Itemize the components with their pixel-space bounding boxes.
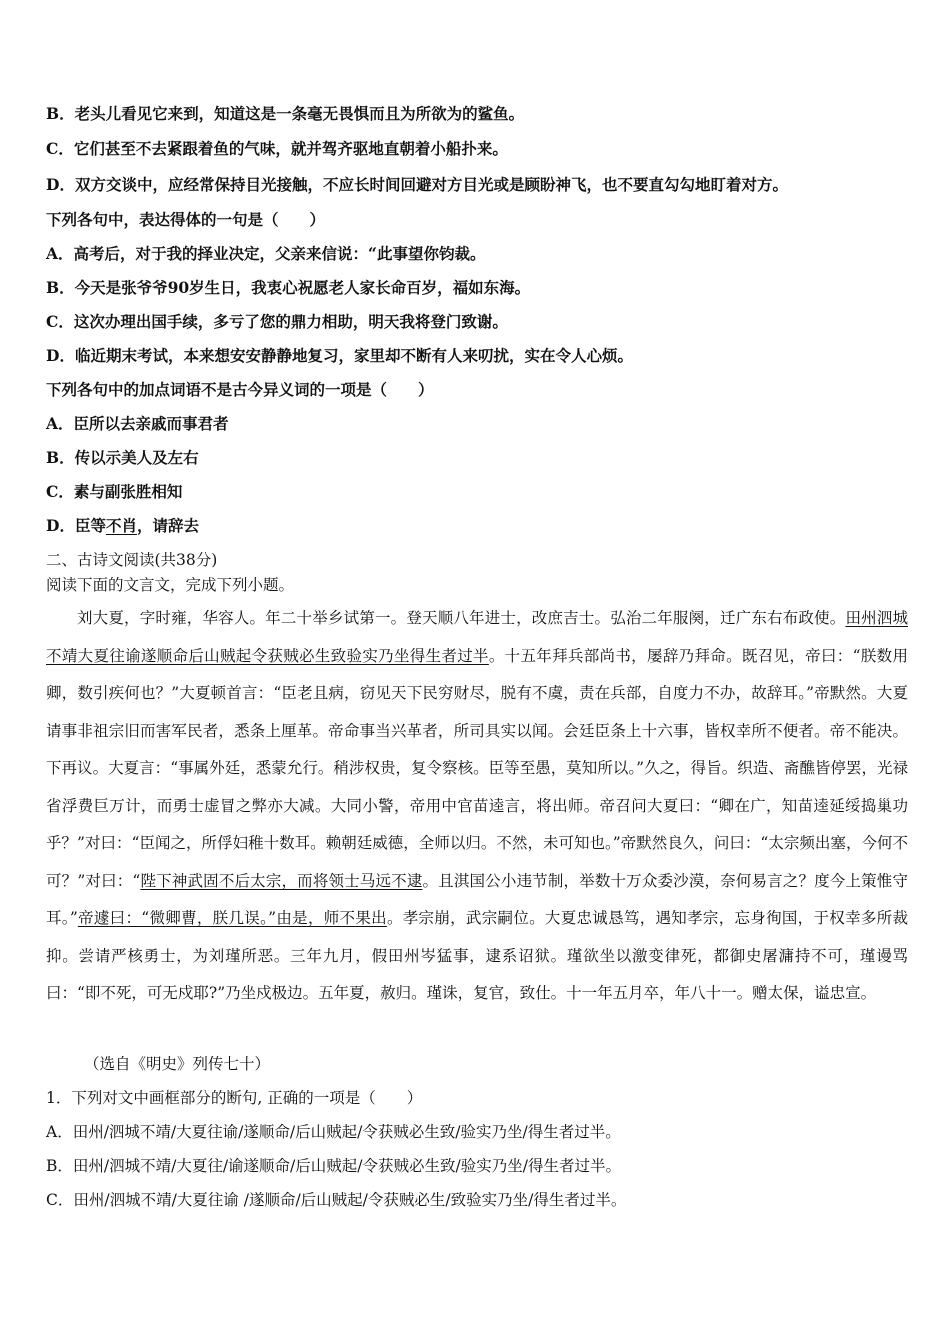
question-1-stem: 1．下列对文中画框部分的断句, 正确的一项是（ ） [46, 1089, 423, 1107]
decent-question-option-b: B．今天是张爷爷90岁生日，我衷心祝愿老人家长命百岁，福如东海。 [46, 278, 531, 297]
prev-question-option-d: D．双方交谈中，应经常保持目光接触，不应长时间回避对方目光或是顾盼神飞，也不要直勾勾地盯着对方。 [46, 175, 788, 194]
decent-question-stem: 下列各句中，表达得体的一句是（ ） [46, 210, 326, 229]
question-1-option-c: C．田州/泗城不靖/大夏往谕 /遂顺命/后山贼起/令获贼必生/致验实乃坐/得生者过半。 [46, 1191, 627, 1209]
passage-boxed-segment: 田州泗城不靖大夏往谕遂顺命后山贼起令获贼必生致验实乃坐得生者过半 [46, 609, 908, 665]
ancient-word-option-d [46, 514, 199, 536]
question-1-option-b: B．田州/泗城不靖/大夏往/谕遂顺命/后山贼起/令获贼必生致/验实乃坐/得生者过半。 [46, 1157, 621, 1175]
section-instruction: 阅读下面的文言文，完成下列小题。 [46, 576, 295, 594]
option-d-prefix: D．臣等 [46, 516, 106, 535]
passage-text-2: 。十五年拜兵部尚书，屡辞乃拜命。既召见，帝曰：“朕数用卿，数引疾何也？”大夏顿首言：“臣老且病，窃见天下民穷财尽，脱有不虞，责在兵部，自度力不办，故辞耳。”帝默然。大夏请事非祖宗旧而害军民者，悉条上厘革。帝命事当兴革者，所司具实以闻。会廷臣条上十六事，皆权幸所不便者。帝不能决。下再议。大夏言：“事属外廷，悉蒙允行。稍涉权贵，复令察核。臣等至愚，莫知所以。”久之，得旨。织造、斋醮皆停罢，光禄省浮费巨万计，而勇士虚冒之弊亦大减。大同小警，帝用中官苗逵言，将出师。帝召问大夏曰：“卿在广，知苗逵延绥捣巢功乎？”对曰：“臣闻之，所俘妇稚十数耳。赖朝廷威德，全师以归。不然，未可知也。”帝默然良久，问曰：“太宗频出塞，今何不可？”对曰：“ [46, 646, 908, 890]
ancient-word-option-b: B．传以示美人及左右 [46, 448, 199, 467]
option-d-underlined-word: 不肖 [105, 516, 137, 535]
question-1-option-a: A．田州/泗城不靖/大夏往谕/遂顺命/后山贼起/令获贼必生致/验实乃坐/得生者过半。 [46, 1123, 621, 1141]
prev-question-option-c: C．它们甚至不去紧跟着鱼的气味，就并驾齐驱地直朝着小船扑来。 [46, 139, 508, 158]
decent-question-option-c: C．这次办理出国手续，多亏了您的鼎力相助，明天我将登门致谢。 [46, 312, 508, 331]
passage-text-3: 。且淇国公小违节制，举数十万众委沙漠，奈何易言之？度今上策惟守耳。” [46, 871, 908, 927]
ancient-word-question-stem: 下列各句中的加点词语不是古今异义词的一项是（ ） [46, 380, 434, 399]
section-title: 二、古诗文阅读(共38分) [46, 551, 218, 569]
passage-text-1: 刘大夏，字时雍，华容人。年二十举乡试第一。登天顺八年进士，改庶吉士。弘治二年服阕，迁广东右布政使。 [77, 609, 846, 627]
prev-question-option-b: B．老头儿看见它来到，知道这是一条毫无畏惧而且为所欲为的鲨鱼。 [46, 104, 525, 123]
decent-question-option-a: A．高考后，对于我的择业决定，父亲来信说：“此事望你钧裁。 [46, 244, 486, 263]
decent-question-option-d: D．临近期末考试，本来想安安静静地复习，家里却不断有人来叨扰，实在令人心烦。 [46, 346, 633, 365]
option-d-suffix: ，请辞去 [136, 516, 199, 535]
passage-text-4: 。孝宗崩，武宗嗣位。大夏忠诚恳笃，遇知孝宗，忘身徇国，于权幸多所裁抑。尝请严核勇士，为刘瑾所恶。三年九月，假田州岑猛事，逮系诏狱。瑾欲坐以激变律死，都御史屠滽持不可，瑾谩骂曰：“即不死，可无戍耶?”乃坐戍极边。五年夏，赦归。瑾诛，复官，致仕。十一年五月卒，年八十一。赠太保，谥忠宣。 [46, 909, 908, 1002]
passage-underlined-sentence-1: 陛下神武固不后太宗，而将领士马远不逮 [140, 871, 423, 890]
passage-source: （选自《明史》列传七十） [84, 1055, 271, 1073]
ancient-word-option-a: A．臣所以去亲戚而事君者 [46, 414, 229, 433]
classical-passage [46, 600, 908, 1013]
ancient-word-option-c: C．素与副张胜相知 [46, 482, 183, 501]
passage-underlined-sentence-2: 帝遽曰：“微卿曹，朕几误。”由是，师不果出 [77, 909, 387, 927]
